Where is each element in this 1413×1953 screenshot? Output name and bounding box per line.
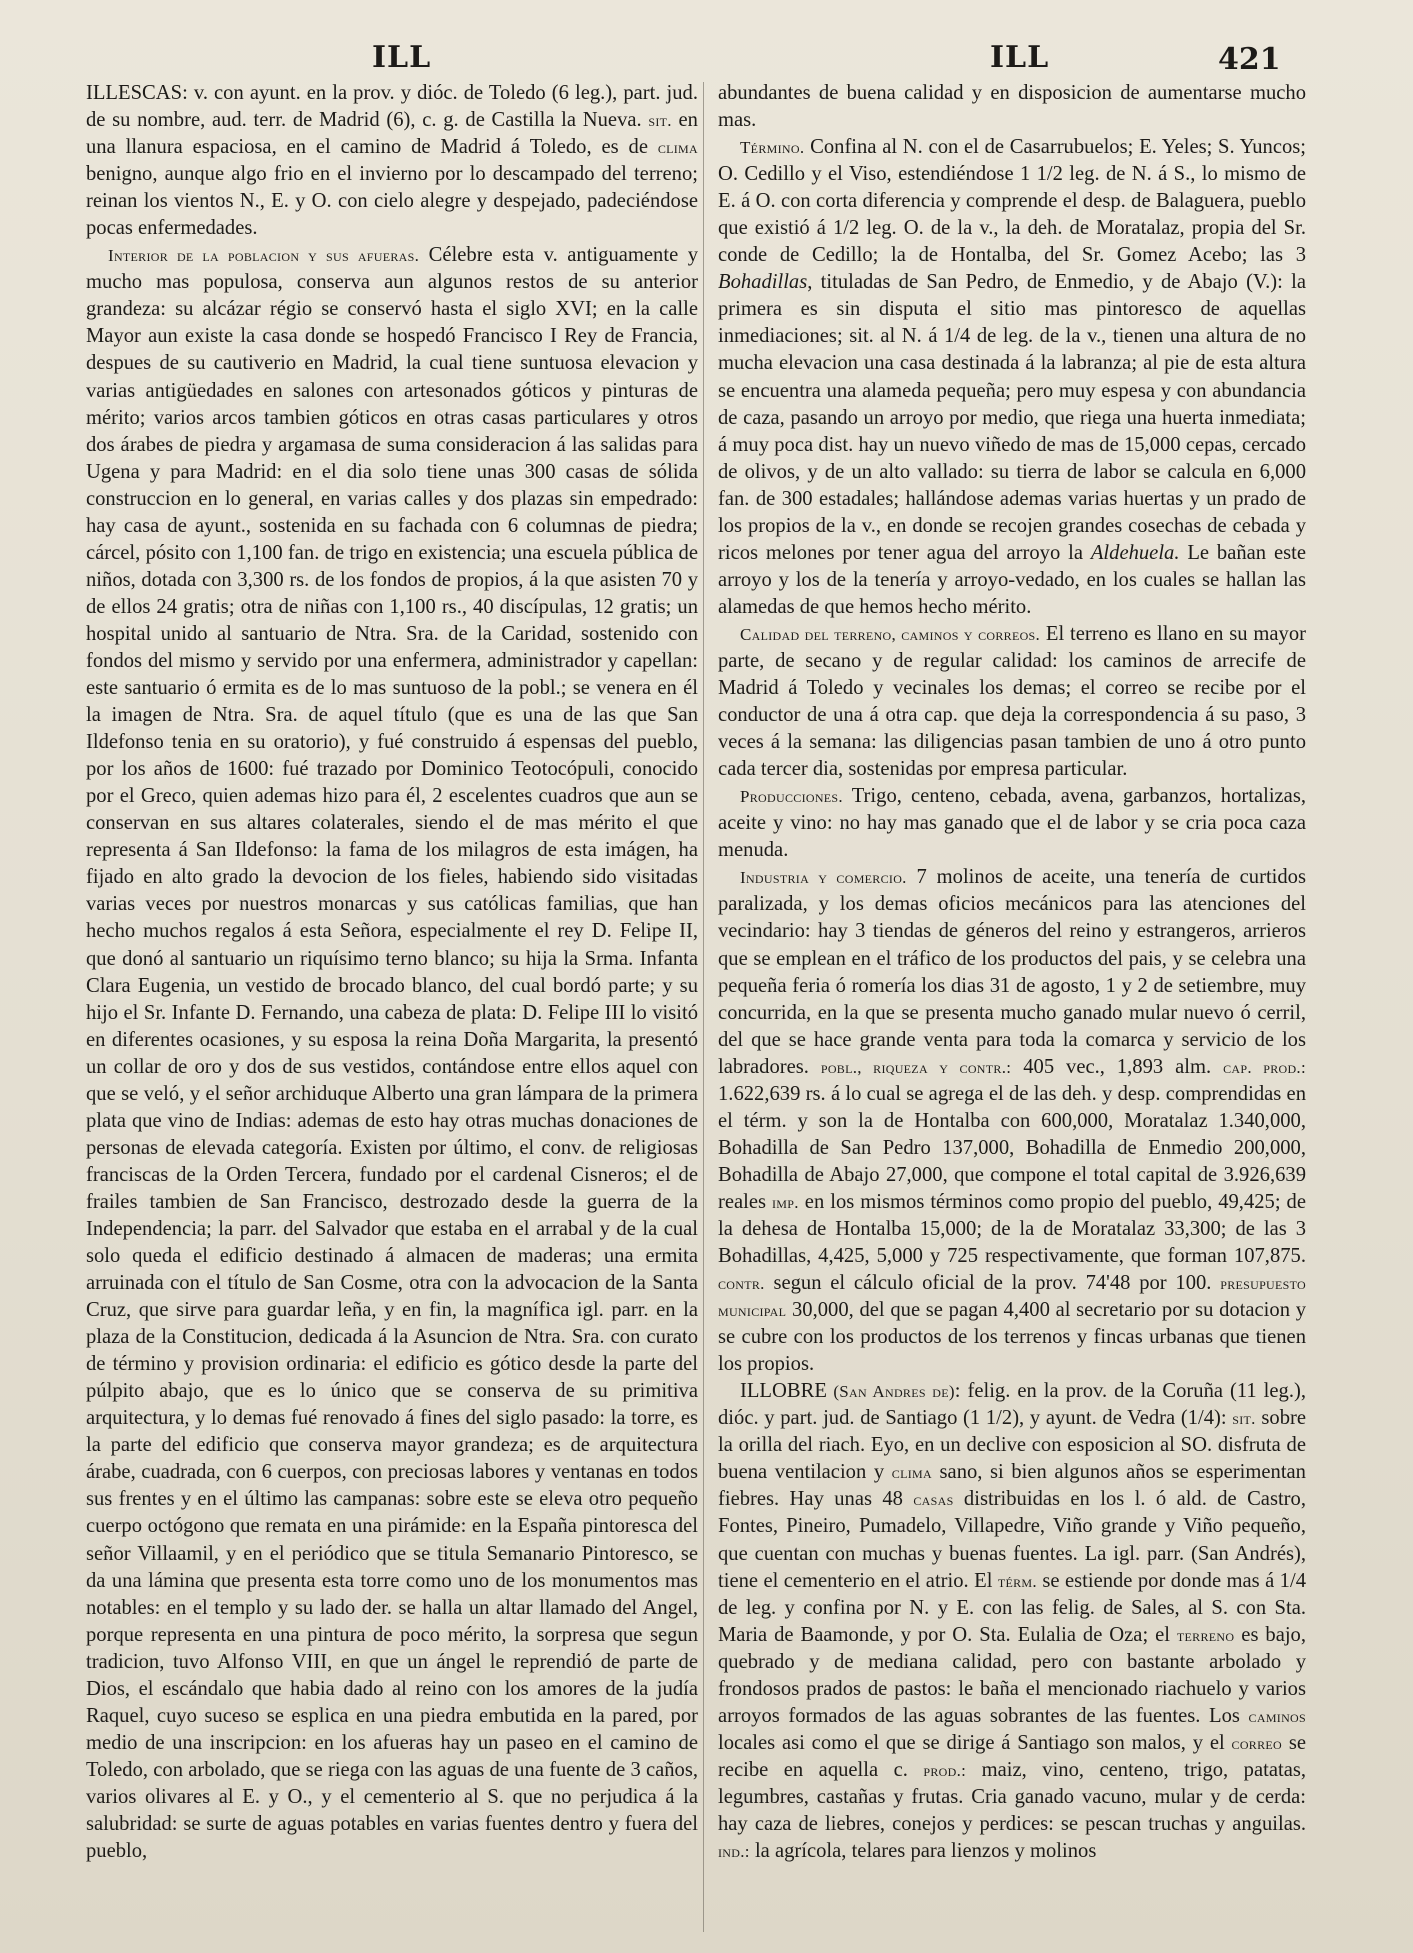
- section-heading: Interior de la poblacion y sus afueras.: [108, 246, 420, 266]
- column-divider: [703, 82, 704, 1932]
- section-heading: Término.: [740, 138, 805, 158]
- section-producciones: Producciones. Trigo, centeno, cebada, avena, garbanzos, hortalizas, aceite y vino: no hay mas ganado que el de labor y se cria poca caza menuda.: [718, 785, 1306, 862]
- section-heading: Industria y comercio.: [740, 868, 907, 888]
- section-calidad-terreno: Calidad del terreno, caminos y correos. El terreno es llano en su mayor parte, de secano y de regular calidad: los caminos de arrecife de Madrid á Toledo y vecinales los demas; el correo se recibe por el conductor de una á otra cap. que deja la correspondencia á su paso, 3 veces á la semana: las diligencias pasan tambien de uno á otro punto cada tercer dia, sostenidas por empresa particular.: [718, 622, 1306, 781]
- page-header: [0, 40, 1413, 80]
- section-heading: Calidad del terreno, caminos y correos.: [740, 624, 1041, 644]
- entry-headword: ILLOBRE: [740, 1380, 827, 1403]
- running-head-right: ILL: [990, 40, 1050, 75]
- entry-illobre: ILLOBRE (San Andres de): felig. en la prov. de la Coruña (11 leg.), dióc. y part. jud. de Santiago (1 1/2), y ayunt. de Vedra (1/4): sit. sobre la orilla del riach. Eyo, en un declive con esposicion al SO. disfruta de buena ventilacion y clima sano, si bien algunos años se esperimentan fiebres. Hay unas 48 casas distribuidas en los l. ó ald. de Castro, Fontes, Pineiro, Pumadelo, Villapedre, Viño grande y Viño pequeño, que cuentan con muchas y buenas fuentes. La igl. parr. (San Andrés), tiene el cementerio en el atrio. El térm. se estiende por donde mas á 1/4 de leg. y confina por N. y E. con las felig. de Sales, al S. con Sta. Maria de Baamonde, y por O. Sta. Eulalia de Oza; el terreno es bajo, quebrado y de mediana calidad, pero con bastante arbolado y frondosos prados de pastos: le baña el mencionado riachuelo y varios arroyos formados de las aguas sobrantes de las fuentes. Los caminos locales asi como el que se dirige á Santiago son malos, y el correo se recibe en aquella c. prod.: maiz, vino, centeno, trigo, patatas, legumbres, castañas y frutas. Cria ganado vacuno, mular y de cerda: hay caza de liebres, conejos y perdices: se pescan truchas y anguilas. ind.: la agrícola, telares para lienzos y molinos: [718, 1380, 1306, 1863]
- section-industria-comercio: Industria y comercio. 7 molinos de aceite, una tenería de curtidos paralizada, y los demas oficios mecánicos para las atenciones del vecindario: hay 3 tiendas de géneros del reino y estrangeros, arrieros que se emplean en el tráfico de los productos del pais, y se celebra una pequeña feria ó romería los dias 31 de agosto, 1 y 2 de setiembre, muy concurrida, en la que se presenta mucho ganado mular nuevo ó cerril, del que se hace grande venta para toda la comarca y servicio de los labradores. pobl., riqueza y contr.: 405 vec., 1,893 alm. cap. prod.: 1.622,639 rs. á lo cual se agrega el de las deh. y desp. comprendidas en el térm. y son la de Hontalba con 600,000, Moratalaz 1.340,000, Bohadilla de San Pedro 137,000, Bohadilla de Enmedio 200,000, Bohadilla de Abajo 27,000, que compone el total capital de 3.926,639 reales imp. en los mismos términos como propio del pueblo, 49,425; de la dehesa de Hontalba 15,000; de la de Moratalaz 33,300; de las 3 Bohadillas, 4,425, 5,000 y 725 respectivamente, que forman 107,875. contr. segun el cálculo oficial de la prov. 74'48 por 100. presupuesto municipal 30,000, del que se pagan 4,400 al secretario por su dotacion y se cubre con los productos de los terrenos y fincas urbanas que tienen los propios.: [718, 866, 1306, 1376]
- section-heading: Producciones.: [740, 787, 843, 807]
- section-termino: Término. Confina al N. con el de Casarrubuelos; E. Yeles; S. Yuncos; O. Cedillo y el Viso, estendiéndose 1 1/2 leg. de N. á S., lo mismo de E. á O. con corta diferencia y comprende el desp. de Balaguera, pueblo que existió á 1/2 leg. O. de la v., la deh. de Moratalaz, propia del Sr. conde de Cedillo; la de Hontalba, del Sr. Gomez Acebo; las 3 Bohadillas, tituladas de San Pedro, de Enmedio, y de Abajo (V.): la primera es sin disputa el sitio mas pintoresco de aquellas inmediaciones; sit. al N. á 1/4 de leg. de la v., tienen una altura de no mucha elevacion una casa destinada á la labranza; al pie de esta altura se encuentra una alameda pequeña; pero muy espesa y con abundancia de caza, pasando un arroyo por medio, que riega una huerta inmediata; á muy poca dist. hay un nuevo viñedo de mas de 15,000 cepas, cercado de olivos, y de un alto vallado: su tierra de labor se calcula en 6,000 fan. de 300 estadales; hallándose ademas varias huertas y un prado de los propios de la v., en donde se recojen grandes cosechas de cebada y ricos melones por tener agua del arroyo la Aldehuela. Le bañan este arroyo y los de la tenería y arroyo-vedado, en los cuales se hallan las alamedas de que hemos hecho mérito.: [718, 136, 1306, 618]
- running-head-left: ILL: [372, 40, 432, 75]
- right-column: [718, 80, 1306, 1940]
- left-column: [86, 80, 698, 1940]
- page-number: 421: [1218, 42, 1281, 77]
- continued-paragraph: abundantes de buena calidad y en disposicion de aumentarse mucho mas.: [718, 82, 1306, 132]
- entry-illescas-intro: ILLESCAS: v. con ayunt. en la prov. y dióc. de Toledo (6 leg.), part. jud. de su nombre, aud. terr. de Madrid (6), c. g. de Castilla la Nueva. sit. en una llanura espaciosa, en el camino de Madrid á Toledo, es de clima benigno, aunque algo frio en el invierno por lo descampado del terreno; reinan los vientos N., E. y O. con cielo alegre y despejado, padeciéndose pocas enfermedades.: [86, 82, 698, 240]
- section-interior-poblacion: Interior de la poblacion y sus afueras. Célebre esta v. antiguamente y mucho mas populosa, conserva aun algunos restos de su anterior grandeza: su alcázar régio se conservó hasta el siglo XVI; en la calle Mayor aun existe la casa donde se hospedó Francisco I Rey de Francia, despues de su cautiverio en Madrid, la cual tiene suntuosa elevacion y varias antigüedades en salones con artesonados góticos y pinturas de mérito; varios arcos tambien góticos en otras casas particulares y otros dos árabes de piedra y argamasa de suma consideracion á las salidas para Ugena y para Madrid: en el dia solo tiene unas 300 casas de sólida construccion en lo general, en varias calles y dos plazas sin empedrado: hay casa de ayunt., sostenida en su fachada con 6 columnas de piedra; cárcel, pósito con 1,100 fan. de trigo en existencia; una escuela pública de niños, dotada con 3,300 rs. de los fondos de propios, á la que asisten 70 y de ellos 24 gratis; otra de niñas con 1,100 rs., 40 discípulas, 12 gratis; un hospital unido al santuario de Ntra. Sra. de la Caridad, sostenido con fondos del mismo y servido por una enfermera, administrador y capellan: este santuario ó ermita es de lo mas suntuoso de la pobl.; se venera en él la imagen de Ntra. Sra. de aquel título (que es una de las que San Ildefonso tenia en su oratorio), y fué construido á espensas del pueblo, por los años de 1600: fué trazado por Dominico Teotocópuli, conocido por el Greco, quien ademas hizo para él, 2 escelentes cuadros que aun se conservan en sus altares colaterales, siendo el de mas mérito el que representa á San Ildefonso: la fama de los milagros de esta imágen, ha fijado en alto grado la devocion de los fieles, habiendo sido visitadas varias veces por nuestros monarcas y sus católicas familias, que han hecho muchos regalos á esta Señora, especialmente el rey D. Felipe II, que donó al santuario un riquísimo terno blanco; su hija la Srma. Infanta Clara Eugenia, un vestido de brocado blanco, del cual bordó parte; y su hijo el Sr. Infante D. Fernando, una cabeza de plata: D. Felipe III lo visitó en diferentes ocasiones, y su esposa la reina Doña Margarita, la presentó un collar de oro y dos de sus vestidos, contándose entre ellos aquel con que se veló, y el señor archiduque Alberto una gran lámpara de la primera plata que vino de Indias: ademas de esto hay otras muchas donaciones de personas de elevada categoría. Existen por último, el conv. de religiosas franciscas de la Orden Tercera, fundado por el cardenal Cisneros; el de frailes tambien de San Francisco, destrozado desde la guerra de la Independencia; la parr. del Salvador que estaba en el arrabal y de la cual solo queda el edificio destinado á almacen de maderas; una ermita arruinada con el título de San Cosme, otra con la advocacion de la Santa Cruz, que sirve para guardar leña, y en fin, la magnífica igl. parr. en la plaza de la Constitucion, dedicada á la Asuncion de Ntra. Sra. con curato de término y provision ordinaria: el edificio es gótico desde la parte del púlpito abajo, que es lo único que se conserva de su primitiva arquitectura, y lo demas fué renovado á fines del siglo pasado: la torre, es la parte del edificio que conserva mayor grandeza; es de arquitectura árabe, cuadrada, con 6 cuerpos, con preciosas labores y ventanas en todos sus frentes y en el último las campanas: sobre este se eleva otro pequeño cuerpo octógono que remata en una pirámide: en la España pintoresca del señor Villaamil, y en el periódico que se titula Semanario Pintoresco, se da una lámina que presenta esta torre como uno de los monumentos mas notables: en el templo y su lado der. se halla un altar llamado del Angel, porque representa en una pintura de poco mérito, la sorpresa que segun tradicion, tuvo Alfonso VIII, en que un ángel le reprendió de parte de Dios, el escándalo que habia dado al reino con los amores de la judía Raquel, cuyo suceso se esplica en una piedra embutida en la pared, por medio de una inscripcion: en los afueras hay un paseo en el camino de Toledo, con arbolado, que se riega con las aguas de una fuente de 3 caños, varios olivares al E. y O., y el cementerio al S. que no perjudica á la salubridad: se surte de aguas potables en varias fuentes dentro y fuera del pueblo,: [86, 244, 698, 1863]
- entry-headword: ILLESCAS: [86, 82, 183, 104]
